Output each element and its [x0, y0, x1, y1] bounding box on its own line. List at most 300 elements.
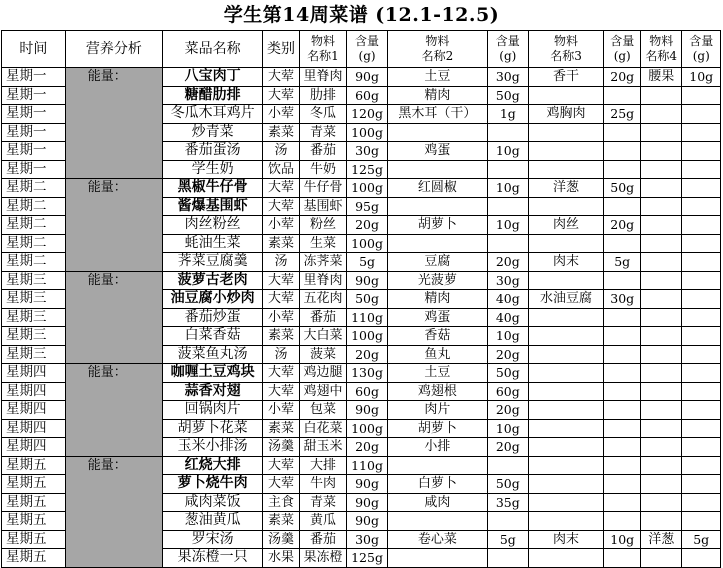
material-2-cell: 鸡翅根	[387, 382, 487, 401]
material-1-cell: 五花肉	[299, 290, 347, 309]
day-cell: 星期四	[2, 438, 66, 457]
menu-body	[2, 68, 721, 568]
material-2-cell: 豆腐	[387, 253, 487, 272]
quantity-4-cell	[682, 345, 721, 364]
dish-cell: 黑椒牛仔骨	[163, 179, 263, 198]
day-cell: 星期五	[2, 530, 66, 549]
page-title: 学生第14周菜谱 (12.1-12.5)	[223, 4, 500, 26]
material-1-cell: 青菜	[299, 493, 347, 512]
quantity-4-cell	[682, 382, 721, 401]
quantity-3-cell: 50g	[604, 179, 640, 198]
material-2-cell: 香菇	[387, 327, 487, 346]
quantity-3-cell	[604, 142, 640, 161]
day-cell: 星期三	[2, 308, 66, 327]
material-2-cell	[387, 234, 487, 253]
table-row	[2, 68, 721, 87]
material-4-cell	[640, 345, 682, 364]
category-cell: 汤	[263, 253, 299, 272]
category-cell: 素菜	[263, 123, 299, 142]
material-4-cell	[640, 271, 682, 290]
day-cell: 星期一	[2, 86, 66, 105]
header-material-1	[299, 31, 347, 68]
quantity-3-cell: 10g	[604, 530, 640, 549]
material-2-cell	[387, 512, 487, 531]
dish-cell: 番茄炒蛋	[163, 308, 263, 327]
material-2-cell: 光菠萝	[387, 271, 487, 290]
quantity-2-cell	[488, 123, 529, 142]
material-3-cell	[528, 123, 604, 142]
day-cell: 星期四	[2, 401, 66, 420]
material-3-cell	[528, 197, 604, 216]
material-3-cell	[528, 493, 604, 512]
material-1-cell: 里脊肉	[299, 68, 347, 87]
material-4-cell	[640, 327, 682, 346]
header-dish: 菜品名称	[163, 31, 263, 68]
category-cell: 大荤	[263, 197, 299, 216]
material-2-cell: 鸡蛋	[387, 308, 487, 327]
header-quantity-3	[604, 31, 640, 68]
material-2-cell: 小排	[387, 438, 487, 457]
category-cell: 大荤	[263, 179, 299, 198]
material-3-cell	[528, 86, 604, 105]
quantity-1-cell: 100g	[347, 419, 388, 438]
header-row	[2, 31, 721, 68]
quantity-4-cell	[682, 364, 721, 383]
nutrition-cell: 能量：	[65, 456, 162, 567]
material-3-cell	[528, 456, 604, 475]
material-4-cell	[640, 86, 682, 105]
quantity-4-cell	[682, 438, 721, 457]
dish-cell: 玉米小排汤	[163, 438, 263, 457]
header-material-3	[528, 31, 604, 68]
quantity-1-cell: 90g	[347, 401, 388, 420]
material-1-cell: 基围虾	[299, 197, 347, 216]
header-quantity-4-line1: 含量	[689, 34, 714, 48]
material-1-cell: 番茄	[299, 530, 347, 549]
material-3-cell	[528, 271, 604, 290]
quantity-2-cell: 10g	[488, 216, 529, 235]
material-1-cell: 冻荠菜	[299, 253, 347, 272]
category-cell: 小荤	[263, 308, 299, 327]
header-time: 时间	[2, 31, 66, 68]
day-cell: 星期五	[2, 512, 66, 531]
header-quantity-4	[682, 31, 721, 68]
quantity-3-cell	[604, 382, 640, 401]
material-4-cell	[640, 290, 682, 309]
day-cell: 星期四	[2, 419, 66, 438]
material-1-cell: 黄瓜	[299, 512, 347, 531]
quantity-3-cell	[604, 327, 640, 346]
category-cell: 素菜	[263, 327, 299, 346]
quantity-2-cell	[488, 456, 529, 475]
category-cell: 大荤	[263, 364, 299, 383]
quantity-4-cell	[682, 475, 721, 494]
quantity-3-cell	[604, 160, 640, 179]
quantity-4-cell	[682, 290, 721, 309]
material-1-cell: 果冻橙	[299, 549, 347, 568]
dish-cell: 萝卜烧牛肉	[163, 475, 263, 494]
day-cell: 星期二	[2, 234, 66, 253]
quantity-4-cell	[682, 253, 721, 272]
dish-cell: 糖醋肋排	[163, 86, 263, 105]
dish-cell: 菠萝古老肉	[163, 271, 263, 290]
quantity-4-cell	[682, 179, 721, 198]
material-1-cell: 大排	[299, 456, 347, 475]
quantity-2-cell: 1g	[488, 105, 529, 124]
quantity-1-cell: 50g	[347, 290, 388, 309]
quantity-1-cell: 30g	[347, 142, 388, 161]
day-cell: 星期二	[2, 216, 66, 235]
material-3-cell	[528, 142, 604, 161]
header-material-4-line1: 物料	[649, 34, 674, 48]
category-cell: 大荤	[263, 382, 299, 401]
material-3-cell	[528, 382, 604, 401]
quantity-2-cell: 60g	[488, 382, 529, 401]
quantity-1-cell: 20g	[347, 438, 388, 457]
material-1-cell: 青菜	[299, 123, 347, 142]
material-4-cell	[640, 234, 682, 253]
nutrition-cell: 能量：	[65, 68, 162, 179]
material-4-cell	[640, 160, 682, 179]
dish-cell: 胡萝卜花菜	[163, 419, 263, 438]
quantity-2-cell	[488, 197, 529, 216]
material-3-cell	[528, 345, 604, 364]
material-2-cell: 黑木耳（干）	[387, 105, 487, 124]
category-cell: 小荤	[263, 401, 299, 420]
quantity-2-cell	[488, 234, 529, 253]
quantity-2-cell: 20g	[488, 401, 529, 420]
quantity-2-cell: 10g	[488, 179, 529, 198]
material-2-cell	[387, 123, 487, 142]
quantity-1-cell: 90g	[347, 271, 388, 290]
material-1-cell: 肋排	[299, 86, 347, 105]
material-1-cell: 粉丝	[299, 216, 347, 235]
quantity-4-cell	[682, 401, 721, 420]
material-1-cell: 番茄	[299, 308, 347, 327]
quantity-1-cell: 60g	[347, 382, 388, 401]
category-cell: 大荤	[263, 456, 299, 475]
material-2-cell: 红圆椒	[387, 179, 487, 198]
day-cell: 星期四	[2, 364, 66, 383]
quantity-3-cell	[604, 475, 640, 494]
quantity-4-cell: 10g	[682, 68, 721, 87]
material-2-cell: 鱼丸	[387, 345, 487, 364]
quantity-3-cell	[604, 456, 640, 475]
day-cell: 星期一	[2, 142, 66, 161]
material-2-cell: 鸡蛋	[387, 142, 487, 161]
material-4-cell	[640, 549, 682, 568]
quantity-1-cell: 125g	[347, 160, 388, 179]
dish-cell: 蒜香对翅	[163, 382, 263, 401]
header-material-2-line1: 物料	[425, 34, 450, 48]
quantity-2-cell: 10g	[488, 419, 529, 438]
header-material-3-line1: 物料	[554, 34, 579, 48]
category-cell: 汤羹	[263, 438, 299, 457]
quantity-3-cell	[604, 308, 640, 327]
material-1-cell: 生菜	[299, 234, 347, 253]
quantity-1-cell: 20g	[347, 345, 388, 364]
material-3-cell	[528, 419, 604, 438]
material-3-cell: 肉丝	[528, 216, 604, 235]
dish-cell: 菠菜鱼丸汤	[163, 345, 263, 364]
material-3-cell: 鸡胸肉	[528, 105, 604, 124]
header-quantity-1	[347, 31, 388, 68]
category-cell: 大荤	[263, 68, 299, 87]
material-4-cell	[640, 123, 682, 142]
material-2-cell: 胡萝卜	[387, 419, 487, 438]
header-quantity-4-line2: (g)	[692, 49, 710, 63]
day-cell: 星期四	[2, 382, 66, 401]
quantity-2-cell: 50g	[488, 86, 529, 105]
quantity-1-cell: 90g	[347, 493, 388, 512]
header-category: 类别	[263, 31, 299, 68]
dish-cell: 回锅肉片	[163, 401, 263, 420]
quantity-3-cell	[604, 401, 640, 420]
quantity-4-cell	[682, 327, 721, 346]
quantity-3-cell: 20g	[604, 216, 640, 235]
material-1-cell: 甜玉米	[299, 438, 347, 457]
material-4-cell	[640, 105, 682, 124]
dish-cell: 荠菜豆腐羹	[163, 253, 263, 272]
category-cell: 水果	[263, 549, 299, 568]
dish-cell: 果冻橙一只	[163, 549, 263, 568]
day-cell: 星期三	[2, 271, 66, 290]
day-cell: 星期三	[2, 290, 66, 309]
quantity-3-cell	[604, 493, 640, 512]
header-quantity-3-line1: 含量	[610, 34, 635, 48]
material-1-cell: 里脊肉	[299, 271, 347, 290]
material-4-cell	[640, 308, 682, 327]
category-cell: 小荤	[263, 216, 299, 235]
header-material-2	[387, 31, 487, 68]
quantity-3-cell	[604, 364, 640, 383]
material-3-cell	[528, 549, 604, 568]
table-row	[2, 456, 721, 475]
nutrition-cell: 能量：	[65, 364, 162, 457]
quantity-4-cell	[682, 234, 721, 253]
material-1-cell: 大白菜	[299, 327, 347, 346]
dish-cell: 蚝油生菜	[163, 234, 263, 253]
material-2-cell	[387, 197, 487, 216]
quantity-3-cell	[604, 197, 640, 216]
material-4-cell	[640, 475, 682, 494]
day-cell: 星期二	[2, 253, 66, 272]
header-material-4-line2: 名称4	[645, 49, 678, 63]
nutrition-cell: 能量：	[65, 271, 162, 364]
dish-cell: 咖喱土豆鸡块	[163, 364, 263, 383]
header-material-1-line1: 物料	[310, 34, 335, 48]
category-cell: 汤	[263, 345, 299, 364]
header-material-2-line2: 名称2	[421, 49, 454, 63]
material-2-cell: 咸肉	[387, 493, 487, 512]
quantity-1-cell: 20g	[347, 216, 388, 235]
day-cell: 星期一	[2, 105, 66, 124]
nutrition-cell: 能量：	[65, 179, 162, 272]
quantity-2-cell: 20g	[488, 253, 529, 272]
quantity-1-cell: 30g	[347, 530, 388, 549]
quantity-4-cell	[682, 271, 721, 290]
material-3-cell	[528, 475, 604, 494]
quantity-3-cell	[604, 345, 640, 364]
quantity-1-cell: 100g	[347, 327, 388, 346]
day-cell: 星期三	[2, 345, 66, 364]
header-material-4	[640, 31, 682, 68]
category-cell: 素菜	[263, 512, 299, 531]
quantity-1-cell: 90g	[347, 512, 388, 531]
material-2-cell: 胡萝卜	[387, 216, 487, 235]
material-1-cell: 白花菜	[299, 419, 347, 438]
dish-cell: 红烧大排	[163, 456, 263, 475]
material-4-cell: 洋葱	[640, 530, 682, 549]
quantity-3-cell	[604, 123, 640, 142]
material-1-cell: 牛奶	[299, 160, 347, 179]
material-1-cell: 鸡边腿	[299, 364, 347, 383]
category-cell: 大荤	[263, 290, 299, 309]
menu-table	[1, 30, 721, 568]
material-2-cell: 肉片	[387, 401, 487, 420]
quantity-1-cell: 125g	[347, 549, 388, 568]
dish-cell: 炒青菜	[163, 123, 263, 142]
material-4-cell	[640, 419, 682, 438]
header-material-3-line2: 名称3	[550, 49, 582, 63]
quantity-2-cell: 20g	[488, 345, 529, 364]
day-cell: 星期五	[2, 456, 66, 475]
category-cell: 大荤	[263, 271, 299, 290]
material-3-cell	[528, 401, 604, 420]
material-1-cell: 牛肉	[299, 475, 347, 494]
day-cell: 星期五	[2, 493, 66, 512]
quantity-2-cell: 40g	[488, 290, 529, 309]
quantity-4-cell	[682, 512, 721, 531]
quantity-3-cell	[604, 419, 640, 438]
category-cell: 素菜	[263, 234, 299, 253]
quantity-4-cell	[682, 308, 721, 327]
quantity-4-cell	[682, 123, 721, 142]
material-4-cell	[640, 142, 682, 161]
quantity-1-cell: 5g	[347, 253, 388, 272]
header-quantity-1-line2: (g)	[358, 49, 376, 63]
quantity-2-cell: 40g	[488, 308, 529, 327]
quantity-1-cell: 100g	[347, 234, 388, 253]
dish-cell: 油豆腐小炒肉	[163, 290, 263, 309]
material-3-cell	[528, 327, 604, 346]
day-cell: 星期一	[2, 123, 66, 142]
quantity-2-cell: 35g	[488, 493, 529, 512]
table-row	[2, 179, 721, 198]
material-3-cell	[528, 364, 604, 383]
header-quantity-1-line1: 含量	[355, 34, 380, 48]
material-4-cell	[640, 493, 682, 512]
dish-cell: 肉丝粉丝	[163, 216, 263, 235]
quantity-4-cell	[682, 493, 721, 512]
material-2-cell: 土豆	[387, 364, 487, 383]
material-4-cell	[640, 456, 682, 475]
category-cell: 汤	[263, 142, 299, 161]
quantity-2-cell: 5g	[488, 530, 529, 549]
quantity-1-cell: 120g	[347, 105, 388, 124]
material-2-cell: 精肉	[387, 86, 487, 105]
quantity-2-cell: 10g	[488, 142, 529, 161]
dish-cell: 冬瓜木耳鸡片	[163, 105, 263, 124]
table-row	[2, 364, 721, 383]
dish-cell: 白菜香菇	[163, 327, 263, 346]
material-1-cell: 冬瓜	[299, 105, 347, 124]
dish-cell: 酱爆基围虾	[163, 197, 263, 216]
quantity-2-cell: 50g	[488, 475, 529, 494]
header-quantity-2-line2: (g)	[499, 49, 517, 63]
dish-cell: 咸肉菜饭	[163, 493, 263, 512]
dish-cell: 番茄蛋汤	[163, 142, 263, 161]
material-1-cell: 菠菜	[299, 345, 347, 364]
quantity-3-cell	[604, 512, 640, 531]
quantity-1-cell: 130g	[347, 364, 388, 383]
material-3-cell: 香干	[528, 68, 604, 87]
quantity-4-cell	[682, 549, 721, 568]
material-4-cell	[640, 197, 682, 216]
header-quantity-2-line1: 含量	[495, 34, 520, 48]
category-cell: 大荤	[263, 475, 299, 494]
quantity-1-cell: 100g	[347, 123, 388, 142]
day-cell: 星期五	[2, 549, 66, 568]
category-cell: 小荤	[263, 105, 299, 124]
material-3-cell	[528, 234, 604, 253]
material-3-cell	[528, 160, 604, 179]
quantity-3-cell: 30g	[604, 290, 640, 309]
header-quantity-3-line2: (g)	[613, 49, 631, 63]
header-nutrition: 营养分析	[65, 31, 162, 68]
quantity-3-cell	[604, 549, 640, 568]
quantity-2-cell	[488, 549, 529, 568]
dish-cell: 八宝肉丁	[163, 68, 263, 87]
quantity-3-cell	[604, 438, 640, 457]
header-material-1-line2: 名称1	[307, 49, 339, 63]
material-4-cell	[640, 364, 682, 383]
header-quantity-2	[488, 31, 529, 68]
quantity-4-cell	[682, 216, 721, 235]
quantity-4-cell	[682, 197, 721, 216]
material-4-cell	[640, 179, 682, 198]
quantity-1-cell: 90g	[347, 68, 388, 87]
dish-cell: 葱油黄瓜	[163, 512, 263, 531]
quantity-1-cell: 110g	[347, 308, 388, 327]
material-3-cell: 肉末	[528, 530, 604, 549]
material-3-cell	[528, 512, 604, 531]
quantity-2-cell: 50g	[488, 364, 529, 383]
category-cell: 汤羹	[263, 530, 299, 549]
material-3-cell: 水油豆腐	[528, 290, 604, 309]
category-cell: 大荤	[263, 86, 299, 105]
material-4-cell	[640, 382, 682, 401]
day-cell: 星期二	[2, 179, 66, 198]
material-3-cell	[528, 438, 604, 457]
material-4-cell	[640, 401, 682, 420]
quantity-3-cell: 25g	[604, 105, 640, 124]
quantity-1-cell: 100g	[347, 179, 388, 198]
material-4-cell	[640, 216, 682, 235]
quantity-1-cell: 110g	[347, 456, 388, 475]
day-cell: 星期五	[2, 475, 66, 494]
day-cell: 星期三	[2, 327, 66, 346]
material-2-cell	[387, 549, 487, 568]
quantity-3-cell: 5g	[604, 253, 640, 272]
quantity-3-cell	[604, 234, 640, 253]
day-cell: 星期二	[2, 197, 66, 216]
quantity-4-cell	[682, 105, 721, 124]
quantity-4-cell	[682, 86, 721, 105]
day-cell: 星期一	[2, 160, 66, 179]
material-2-cell	[387, 456, 487, 475]
material-1-cell: 鸡翅中	[299, 382, 347, 401]
